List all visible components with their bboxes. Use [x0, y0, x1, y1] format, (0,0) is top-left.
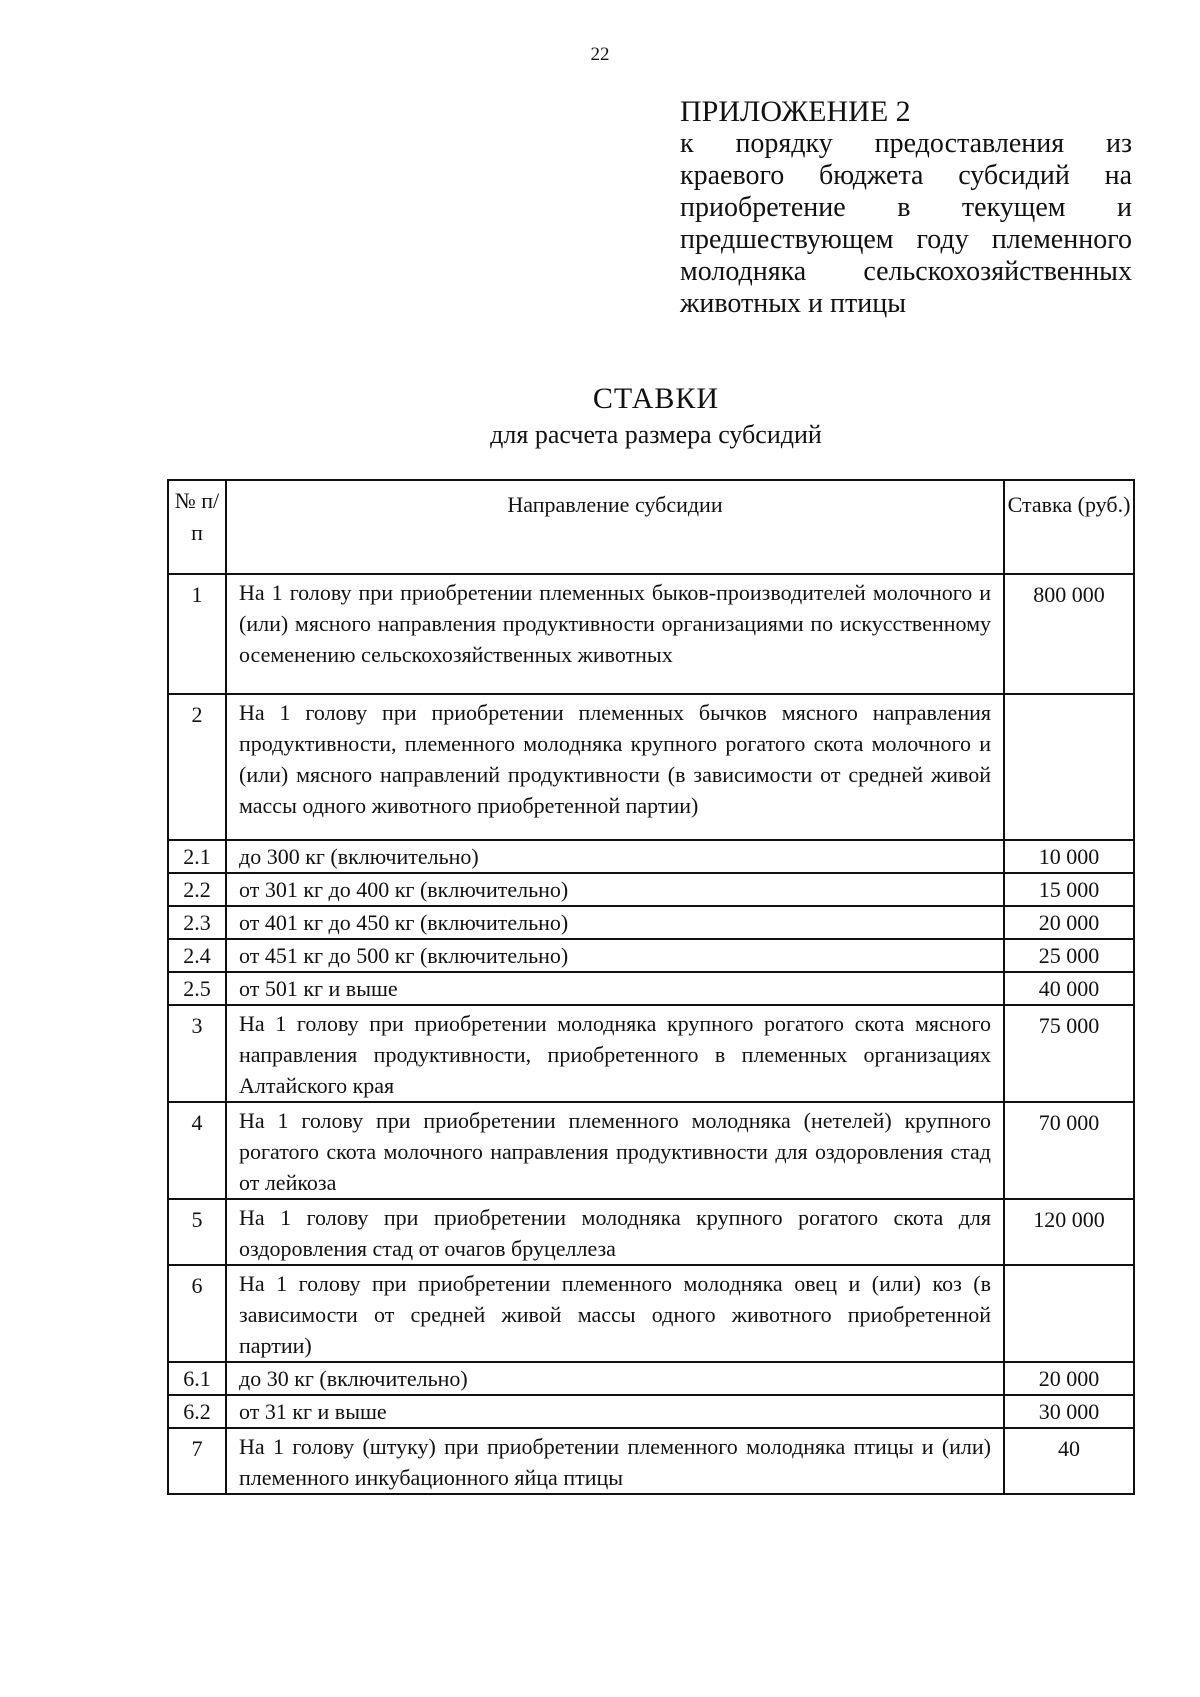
row-num: 6.2: [168, 1395, 226, 1428]
row-rate: 30 000: [1004, 1395, 1134, 1428]
row-num: 2.3: [168, 906, 226, 939]
table-row: [168, 906, 1134, 939]
table-row: [168, 840, 1134, 873]
row-num: 7: [168, 1428, 226, 1494]
row-direction: от 31 кг и выше: [226, 1395, 1004, 1428]
row-direction: до 30 кг (включительно): [226, 1362, 1004, 1395]
row-rate: [1004, 694, 1134, 840]
table-row: [168, 972, 1134, 1005]
row-direction: от 451 кг до 500 кг (включительно): [226, 939, 1004, 972]
row-rate: 40: [1004, 1428, 1134, 1494]
row-rate: 70 000: [1004, 1102, 1134, 1199]
document-title: СТАВКИ: [592, 382, 720, 415]
row-direction: На 1 голову при приобретении молодняка крупного рогатого скота для оздоровления стад от очагов бруцеллеза: [226, 1199, 1004, 1265]
row-num: 6: [168, 1265, 226, 1362]
row-rate: 15 000: [1004, 873, 1134, 906]
row-rate: 20 000: [1004, 906, 1134, 939]
rates-table: [167, 479, 1135, 1495]
table-row: [168, 694, 1134, 840]
row-rate: 75 000: [1004, 1005, 1134, 1102]
row-rate: 40 000: [1004, 972, 1134, 1005]
row-direction: от 301 кг до 400 кг (включительно): [226, 873, 1004, 906]
table-row: [168, 1199, 1134, 1265]
page-number: 22: [590, 44, 610, 65]
row-num: 2.4: [168, 939, 226, 972]
table-row: [168, 574, 1134, 694]
row-direction: На 1 голову при приобретении племенных бычков мясного направления продуктивности, племенного молодняка крупного рогатого скота молочного и (или) мясного направлений продуктивности (в зависимости от средней живой массы одного животного приобретенной партии): [226, 694, 1004, 840]
row-direction: до 300 кг (включительно): [226, 840, 1004, 873]
table-row: [168, 1362, 1134, 1395]
row-num: 2.1: [168, 840, 226, 873]
row-rate: [1004, 1265, 1134, 1362]
table-header-row: [168, 480, 1134, 574]
row-num: 4: [168, 1102, 226, 1199]
row-num: 5: [168, 1199, 226, 1265]
header-direction: Направление субсидии: [226, 480, 1004, 574]
table-row: [168, 1265, 1134, 1362]
header-rate: Ставка (руб.): [1004, 480, 1134, 574]
row-rate: 800 000: [1004, 574, 1134, 694]
row-num: 2: [168, 694, 226, 840]
header-num: № п/п: [168, 480, 226, 574]
document-subtitle: для расчета размера субсидий: [490, 420, 822, 449]
table-row: [168, 1005, 1134, 1102]
row-rate: 10 000: [1004, 840, 1134, 873]
table-row: [168, 873, 1134, 906]
row-num: 2.2: [168, 873, 226, 906]
row-num: 6.1: [168, 1362, 226, 1395]
row-direction: На 1 голову при приобретении молодняка крупного рогатого скота мясного направления продуктивности, приобретенного в племенных организациях Алтайского края: [226, 1005, 1004, 1102]
row-direction: На 1 голову при приобретении племенного молодняка (нетелей) крупного рогатого скота молочного направления продуктивности для оздоровления стад от лейкоза: [226, 1102, 1004, 1199]
row-num: 1: [168, 574, 226, 694]
table-row: [168, 1395, 1134, 1428]
row-num: 3: [168, 1005, 226, 1102]
table-row: [168, 1102, 1134, 1199]
appendix-title: ПРИЛОЖЕНИЕ 2: [680, 95, 911, 128]
row-direction: На 1 голову при приобретении племенных быков-производителей молочного и (или) мясного направления продуктивности организациями по искусственному осеменению сельскохозяйственных животных: [226, 574, 1004, 694]
appendix-block: [680, 96, 1132, 320]
row-direction: от 501 кг и выше: [226, 972, 1004, 1005]
row-direction: от 401 кг до 450 кг (включительно): [226, 906, 1004, 939]
appendix-text: к порядку предоставления из краевого бюджета субсидий на приобретение в текущем и предшествующем году племенного молодняка сельскохозяйственных животных и птицы: [680, 128, 1132, 319]
row-direction: На 1 голову (штуку) при приобретении племенного молодняка птицы и (или) племенного инкубационного яйца птицы: [226, 1428, 1004, 1494]
row-rate: 25 000: [1004, 939, 1134, 972]
table-row: [168, 939, 1134, 972]
row-rate: 20 000: [1004, 1362, 1134, 1395]
row-direction: На 1 голову при приобретении племенного молодняка овец и (или) коз (в зависимости от средней живой массы одного животного приобретенной партии): [226, 1265, 1004, 1362]
row-num: 2.5: [168, 972, 226, 1005]
table-row: [168, 1428, 1134, 1494]
row-rate: 120 000: [1004, 1199, 1134, 1265]
